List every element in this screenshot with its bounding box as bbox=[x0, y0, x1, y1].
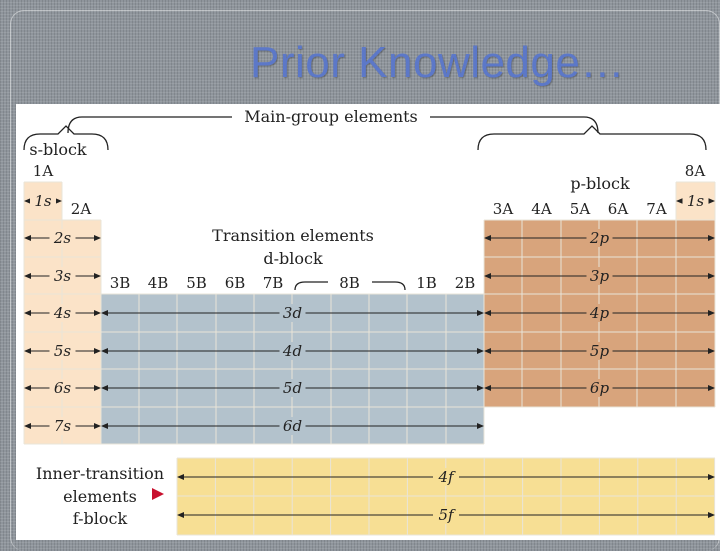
group-header-5a: 5A bbox=[569, 200, 591, 218]
row-label-3p: 3p bbox=[589, 267, 610, 285]
p-block-label: p-block bbox=[570, 174, 630, 193]
row-label-5s: 5s bbox=[53, 342, 72, 360]
group-header-6a: 6A bbox=[607, 200, 629, 218]
row-label-7s: 7s bbox=[53, 417, 72, 435]
row-label-1s: 1s bbox=[34, 192, 52, 210]
group-header-7a: 7A bbox=[646, 200, 667, 218]
main-group-label: Main-group elements bbox=[244, 107, 418, 126]
group-header-3a: 3A bbox=[492, 200, 514, 218]
row-label-3d: 3d bbox=[282, 304, 303, 322]
group-header-2b: 2B bbox=[454, 274, 476, 292]
row-label-5d: 5d bbox=[282, 379, 303, 397]
group-header-4a: 4A bbox=[531, 200, 552, 218]
group-header-6b: 6B bbox=[224, 274, 246, 292]
row-label-6s: 6s bbox=[53, 379, 72, 397]
inner-transition-label: Inner-transition bbox=[35, 464, 165, 483]
group-header-1b: 1B bbox=[416, 274, 437, 292]
row-label-4d: 4d bbox=[282, 342, 303, 360]
f-block-label: f-block bbox=[72, 509, 128, 528]
inner-transition-elements-label: elements bbox=[63, 487, 137, 506]
group-header-8a: 8A bbox=[684, 162, 706, 180]
row-label-5p: 5p bbox=[589, 342, 610, 360]
row-label-4s: 4s bbox=[53, 304, 72, 322]
row-label-2p: 2p bbox=[589, 229, 610, 247]
row-label-6d: 6d bbox=[282, 417, 303, 435]
row-label-helium-1s: 1s bbox=[686, 192, 705, 210]
slide-title: Prior Knowledge… bbox=[250, 38, 625, 87]
row-label-2s: 2s bbox=[53, 229, 72, 247]
s-block-label: s-block bbox=[29, 140, 87, 159]
group-header-2a: 2A bbox=[70, 200, 92, 218]
group-header-3b: 3B bbox=[109, 274, 131, 292]
row-label-4f: 4f bbox=[438, 468, 454, 486]
row-label-5f: 5f bbox=[438, 506, 454, 524]
group-header-4b: 4B bbox=[147, 274, 169, 292]
transition-elements-label: Transition elements bbox=[212, 226, 374, 245]
row-label-6p: 6p bbox=[589, 379, 610, 397]
group-header-8b: 8B bbox=[339, 274, 360, 292]
d-block-label: d-block bbox=[263, 249, 323, 268]
group-header-1a: 1A bbox=[32, 162, 54, 180]
group-header-5b: 5B bbox=[186, 274, 207, 292]
group-header-7b: 7B bbox=[262, 274, 284, 292]
row-label-3s: 3s bbox=[53, 267, 72, 285]
row-label-4p: 4p bbox=[589, 304, 610, 322]
